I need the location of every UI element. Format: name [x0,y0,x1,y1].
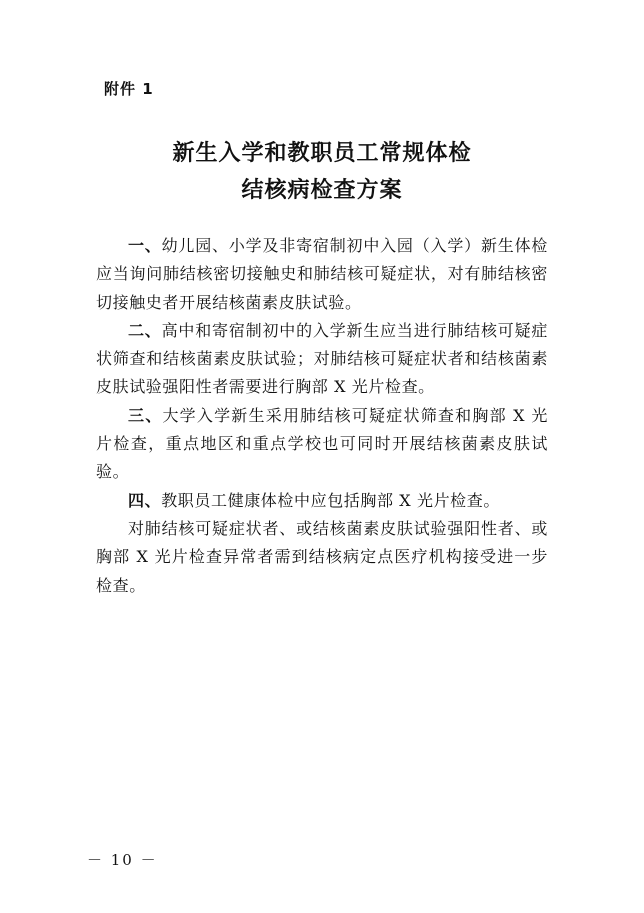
attachment-label: 附件 1 [104,80,154,98]
paragraph-3-text: 大学入学新生采用肺结核可疑症状筛查和胸部 X 光片检查，重点地区和重点学校也可同时开展结核菌素皮肤试验。 [96,405,548,482]
paragraph-5-text: 对肺结核可疑症状者、或结核菌素皮肤试验强阳性者、或胸部 X 光片检查异常者需到结核病定点医疗机构接受进一步检查。 [96,518,548,595]
paragraph-1-lead: 一、 [128,236,162,255]
paragraph-4-text: 教职员工健康体检中应包括胸部 X 光片检查。 [161,490,500,510]
paragraph-1-text: 幼儿园、小学及非寄宿制初中入园（入学）新生体检应当询问肺结核密切接触史和肺结核可疑症状，对有肺结核密切接触史者开展结核菌素皮肤试验。 [96,236,548,312]
paragraph-2-text: 高中和寄宿制初中的入学新生应当进行肺结核可疑症状筛查和结核菌素皮肤试验；对肺结核可疑症状者和结核菌素皮肤试验强阳性者需要进行胸部 X 光片检查。 [96,320,548,397]
paragraph-1 [96,232,548,317]
paragraph-4 [96,487,548,515]
page-number: － 10 － [87,851,158,869]
paragraph-3-lead: 三、 [128,405,163,425]
document-body [96,232,548,600]
paragraph-5 [96,515,548,600]
paragraph-2-lead: 二、 [128,320,162,340]
paragraph-3 [96,402,548,487]
paragraph-4-lead: 四、 [128,490,162,510]
document-title-line-1: 新生入学和教职员工常规体检 [172,141,472,166]
document-title-line-2: 结核病检查方案 [241,178,403,203]
paragraph-2 [96,317,548,402]
